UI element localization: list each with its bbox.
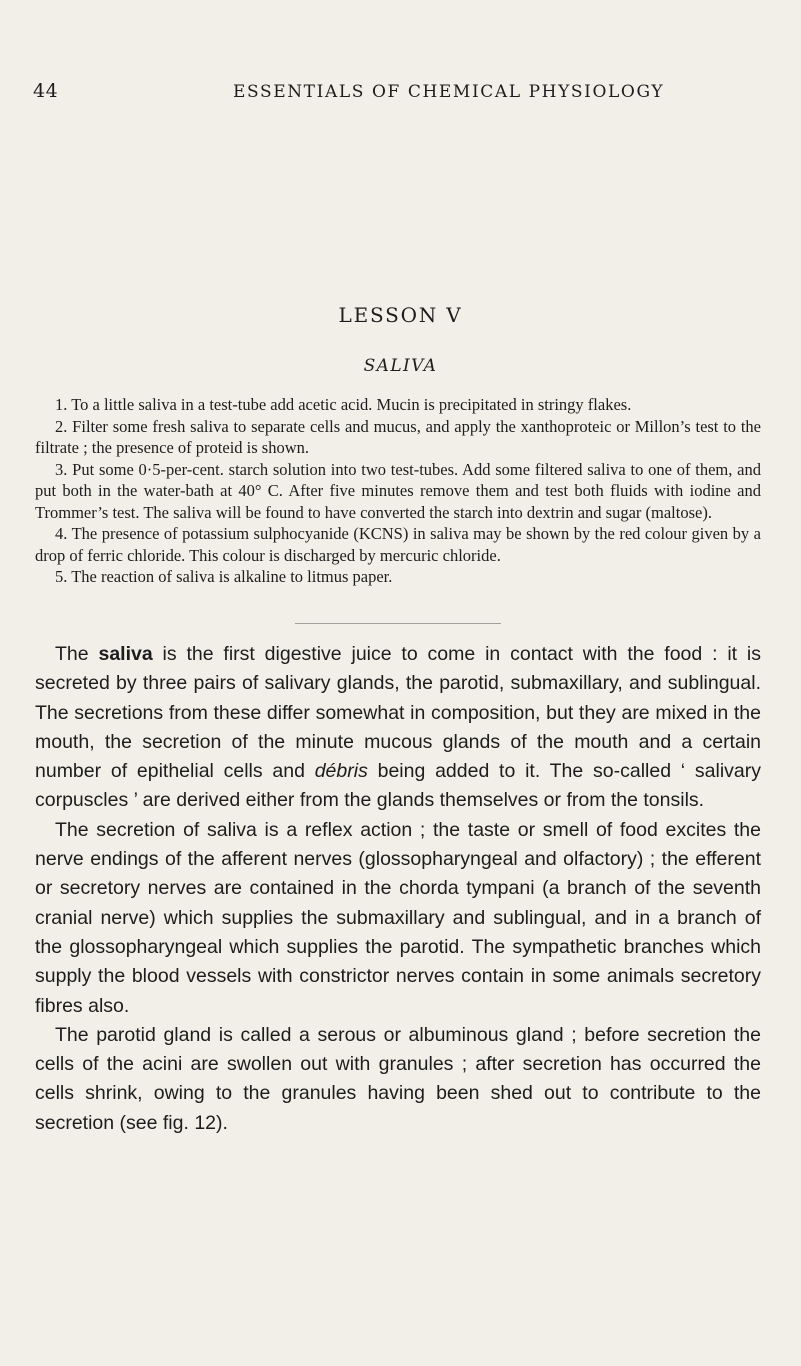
paragraph-saliva-intro xyxy=(35,640,761,816)
running-title: ESSENTIALS OF CHEMICAL PHYSIOLOGY xyxy=(233,82,665,102)
paragraph-text-a: is the first digestive juice to come in contact with the food : it is secreted by three pairs of salivary glands, the parotid, submaxillary, and sublingual. The secretions from these differ somewhat in composition, but they are mixed in the mouth, the secretion of the minute mucous glands of the mouth and a certain number of epithelial cells and xyxy=(35,643,762,783)
paragraph-text-b: being added to it. The so-called ‘ salivary corpuscles ’ are derived either from the glands themselves or from the tonsils. xyxy=(35,760,761,812)
paragraph-lead: The xyxy=(55,643,89,665)
paragraph-parotid: The parotid gland is called a serous or albuminous gland ; before secretion the cells of the acini are swollen out with granules ; after secretion has occurred the cells shrink, owing to the granules having been shed out to contribute to the secretion (see fig. 12). xyxy=(35,1023,761,1134)
key-term: saliva xyxy=(98,643,153,665)
running-head xyxy=(33,80,768,106)
exercise-5: 5. The reaction of saliva is alkaline to litmus paper. xyxy=(55,567,393,586)
exercise-list xyxy=(35,394,761,588)
exercise-2: 2. Filter some fresh saliva to separate cells and mucus, and apply the xanthoproteic or Millon’s test to the filtrate ; the presence of proteid is shown. xyxy=(35,416,761,457)
exercise-3: 3. Put some 0·5-per-cent. starch solution into two test-tubes. Add some filtered saliva to one of them, and put both in the water-bath at 40° C. After five minutes remove them and test both fluids with iodine and Trommer’s test. The saliva will be found to have converted the starch into dextrin and sugar (maltose). xyxy=(35,459,761,522)
paragraph-reflex: The secretion of saliva is a reflex action ; the taste or smell of food excites the nerve endings of the afferent nerves (glossopharyngeal and olfactory) ; the efferent or secretory nerves are contained in the chorda tympani (a branch of the seventh cranial nerve) which supplies the submaxillary and sublingual, and in a branch of the glossopharyngeal which supplies the parotid. The sympathetic branches which supply the blood vessels with constrictor nerves contain in some animals secretory fibres also. xyxy=(35,818,761,1017)
exercise-1: 1. To a little saliva in a test-tube add acetic acid. Mucin is precipitated in stringy flakes. xyxy=(55,395,632,414)
italic-term: débris xyxy=(314,760,368,783)
exercise-4: 4. The presence of potassium sulphocyanide (KCNS) in saliva may be shown by the red colour given by a drop of ferric chloride. This colour is discharged by mercuric chloride. xyxy=(35,524,761,565)
lesson-heading: LESSON V xyxy=(338,303,463,327)
page-number: 44 xyxy=(33,80,59,102)
body-text xyxy=(35,640,761,1138)
subject-heading: SALIVA xyxy=(363,356,438,376)
section-divider xyxy=(295,623,501,624)
